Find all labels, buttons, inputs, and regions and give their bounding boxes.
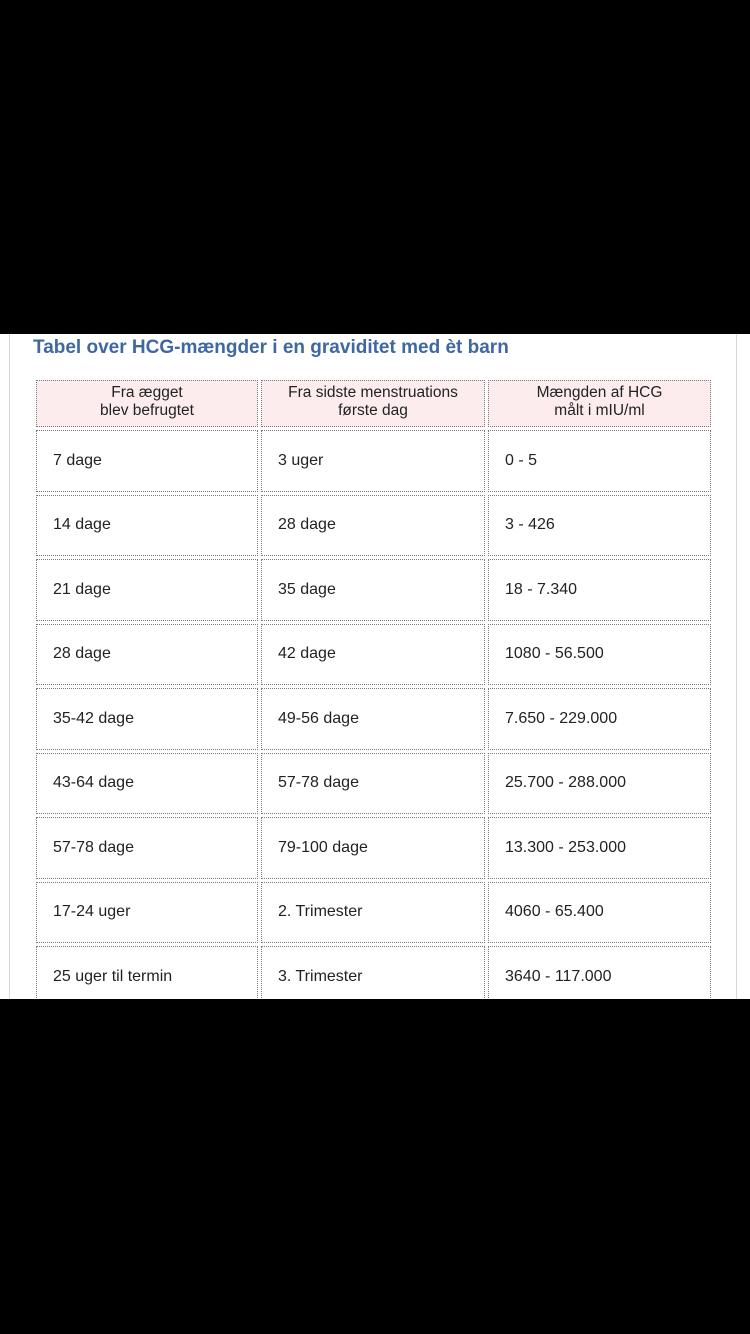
- cell-last-period: 2. Trimester: [261, 882, 485, 944]
- cell-conception: 7 dage: [36, 430, 258, 492]
- cell-last-period: 3. Trimester: [261, 946, 485, 999]
- cell-hcg-amount: 1080 - 56.500: [488, 624, 711, 686]
- cell-last-period: 3 uger: [261, 430, 485, 492]
- cell-hcg-amount: 3 - 426: [488, 495, 711, 557]
- cell-hcg-amount: 0 - 5: [488, 430, 711, 492]
- table-row: [36, 430, 711, 492]
- cell-conception: 35-42 dage: [36, 688, 258, 750]
- cell-conception: 25 uger til termin: [36, 946, 258, 999]
- cell-last-period: 42 dage: [261, 624, 485, 686]
- cell-conception: 21 dage: [36, 559, 258, 621]
- table-row: [36, 946, 711, 999]
- cell-last-period: 57-78 dage: [261, 753, 485, 815]
- cell-conception: 17-24 uger: [36, 882, 258, 944]
- column-header-last-period: Fra sidste menstruations første dag: [261, 380, 485, 427]
- cell-hcg-amount: 7.650 - 229.000: [488, 688, 711, 750]
- column-header-hcg-amount: Mængden af HCG målt i mIU/ml: [488, 380, 711, 427]
- cell-conception: 43-64 dage: [36, 753, 258, 815]
- cell-last-period: 79-100 dage: [261, 817, 485, 879]
- cell-conception: 28 dage: [36, 624, 258, 686]
- cell-hcg-amount: 25.700 - 288.000: [488, 753, 711, 815]
- page-title: Tabel over HCG-mængder i en graviditet med èt barn: [33, 337, 509, 358]
- cell-hcg-amount: 3640 - 117.000: [488, 946, 711, 999]
- table-row: [36, 495, 711, 557]
- cell-hcg-amount: 4060 - 65.400: [488, 882, 711, 944]
- cell-conception: 57-78 dage: [36, 817, 258, 879]
- cell-last-period: 28 dage: [261, 495, 485, 557]
- table-row: [36, 817, 711, 879]
- hcg-table: [33, 377, 714, 999]
- table-row: [36, 882, 711, 944]
- cell-conception: 14 dage: [36, 495, 258, 557]
- cell-last-period: 49-56 dage: [261, 688, 485, 750]
- table-row: [36, 688, 711, 750]
- screenshot-content: [0, 334, 750, 999]
- table-row: [36, 559, 711, 621]
- cell-hcg-amount: 18 - 7.340: [488, 559, 711, 621]
- column-header-conception: Fra ægget blev befrugtet: [36, 380, 258, 427]
- cell-last-period: 35 dage: [261, 559, 485, 621]
- table-row: [36, 753, 711, 815]
- table-row: [36, 624, 711, 686]
- right-edge-line: [736, 334, 737, 999]
- left-edge-line: [9, 334, 10, 999]
- cell-hcg-amount: 13.300 - 253.000: [488, 817, 711, 879]
- table-header-row: [36, 380, 711, 427]
